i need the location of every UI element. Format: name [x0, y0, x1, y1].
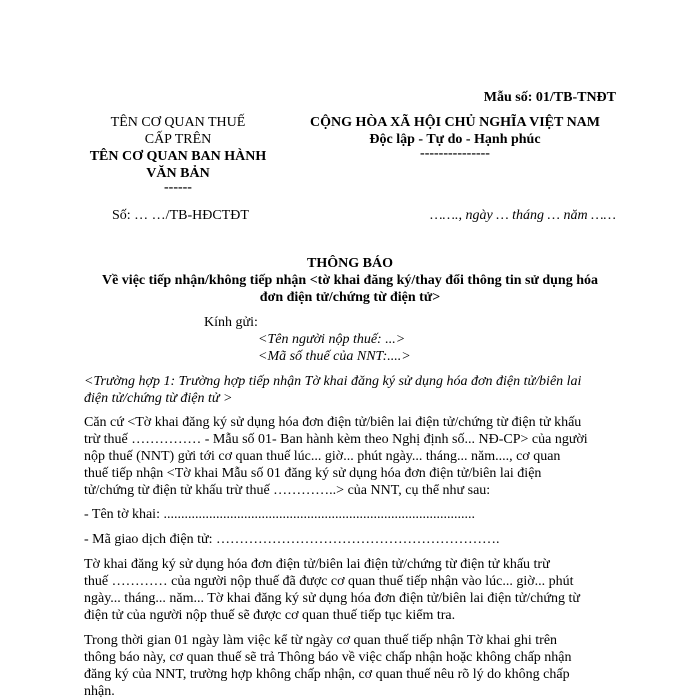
- paragraph-2-line: điện tử của người nộp thuế sẽ được cơ quan thuế tiếp tục kiểm tra.: [84, 608, 456, 623]
- paragraph-1-line: thuế tiếp nhận <Tờ khai Mẫu số 01 đăng ký sử dụng hóa đơn điện tử/biên lai điện: [84, 466, 542, 481]
- header-right-dash: ---------------: [420, 146, 490, 161]
- paragraph-3-line: thông báo này, cơ quan thuế sẽ trả Thông báo về việc chấp nhận hoặc không chấp nhận: [84, 650, 572, 665]
- issuer-line-1: TÊN CƠ QUAN BAN HÀNH: [89, 149, 267, 164]
- header-left-dash: ------: [164, 180, 192, 195]
- header-right: [290, 114, 620, 160]
- paragraph-3-line: nhận.: [84, 684, 115, 699]
- national-motto: Độc lập - Tự do - Hạnh phúc: [369, 132, 541, 147]
- paragraph-2-line: Tờ khai đăng ký sử dụng hóa đơn điện tử/biên lai điện tử/chứng từ điện tử khấu trừ: [84, 557, 550, 572]
- recipient-tax-code: <Mã số thuế của NNT:....>: [258, 349, 411, 364]
- transaction-code-field: - Mã giao dịch điện tử: …………………………………………………….: [84, 532, 500, 547]
- recipient-name: <Tên người nộp thuế: ...>: [258, 332, 406, 347]
- issuer-line-2: VĂN BẢN: [146, 166, 210, 181]
- document-number: Số: … …/TB-HĐCTĐT: [112, 208, 249, 223]
- title-subject-line-1: Về việc tiếp nhận/không tiếp nhận <tờ khai đăng ký/thay đổi thông tin sử dụng hóa: [101, 273, 598, 288]
- case-1-line-2: điện tử/chứng từ điện tử >: [84, 391, 233, 406]
- paragraph-1-line: trừ thuế …………… - Mẫu số 01- Ban hành kèm theo Nghị định số... NĐ-CP> của người: [84, 432, 588, 447]
- agency-upper-line-2: CẤP TRÊN: [144, 132, 212, 147]
- recipient-label: Kính gửi:: [204, 315, 258, 330]
- paragraph-3-line: đăng ký của NNT, trường hợp không chấp nhận, cơ quan thuế nêu rõ lý do không chấp: [84, 667, 570, 682]
- place-date: ……., ngày … tháng … năm ……: [430, 208, 616, 223]
- declaration-name-field: - Tên tờ khai: .........................................................................................: [84, 507, 475, 522]
- paragraph-1-line: Căn cứ <Tờ khai đăng ký sử dụng hóa đơn điện tử/biên lai điện tử/chứng từ điện tử khấu: [84, 415, 582, 430]
- paragraph-2-line: thuế ………… của người nộp thuế đã được cơ quan thuế tiếp nhận vào lúc... giờ... phút: [84, 574, 574, 589]
- case-1-line-1: <Trường hợp 1: Trường hợp tiếp nhận Tờ khai đăng ký sử dụng hóa đơn điện tử/biên lai: [84, 374, 582, 389]
- document-title: THÔNG BÁO: [307, 256, 393, 271]
- paragraph-1-line: nộp thuế (NNT) gửi tới cơ quan thuế lúc... giờ... phút ngày... tháng... năm...., cơ quan: [84, 449, 561, 464]
- paragraph-3-line: Trong thời gian 01 ngày làm việc kể từ ngày cơ quan thuế tiếp nhận Tờ khai ghi trên: [84, 633, 558, 648]
- paragraph-2-line: ngày... tháng... năm... Tờ khai đăng ký sử dụng hóa đơn điện tử/biên lai điện tử/chứng từ: [84, 591, 581, 606]
- header-left: [78, 114, 278, 194]
- form-code: Mẫu số: 01/TB-TNĐT: [483, 90, 616, 105]
- agency-upper-line-1: TÊN CƠ QUAN THUẾ: [110, 115, 246, 130]
- title-subject-line-2: đơn điện tử/chứng từ điện tử>: [259, 290, 441, 305]
- paragraph-1-line: tử/chứng từ điện tử khấu trừ thuế …………..> của NNT, cụ thể như sau:: [84, 483, 491, 498]
- country-name: CỘNG HÒA XÃ HỘI CHỦ NGHĨA VIỆT NAM: [309, 115, 600, 130]
